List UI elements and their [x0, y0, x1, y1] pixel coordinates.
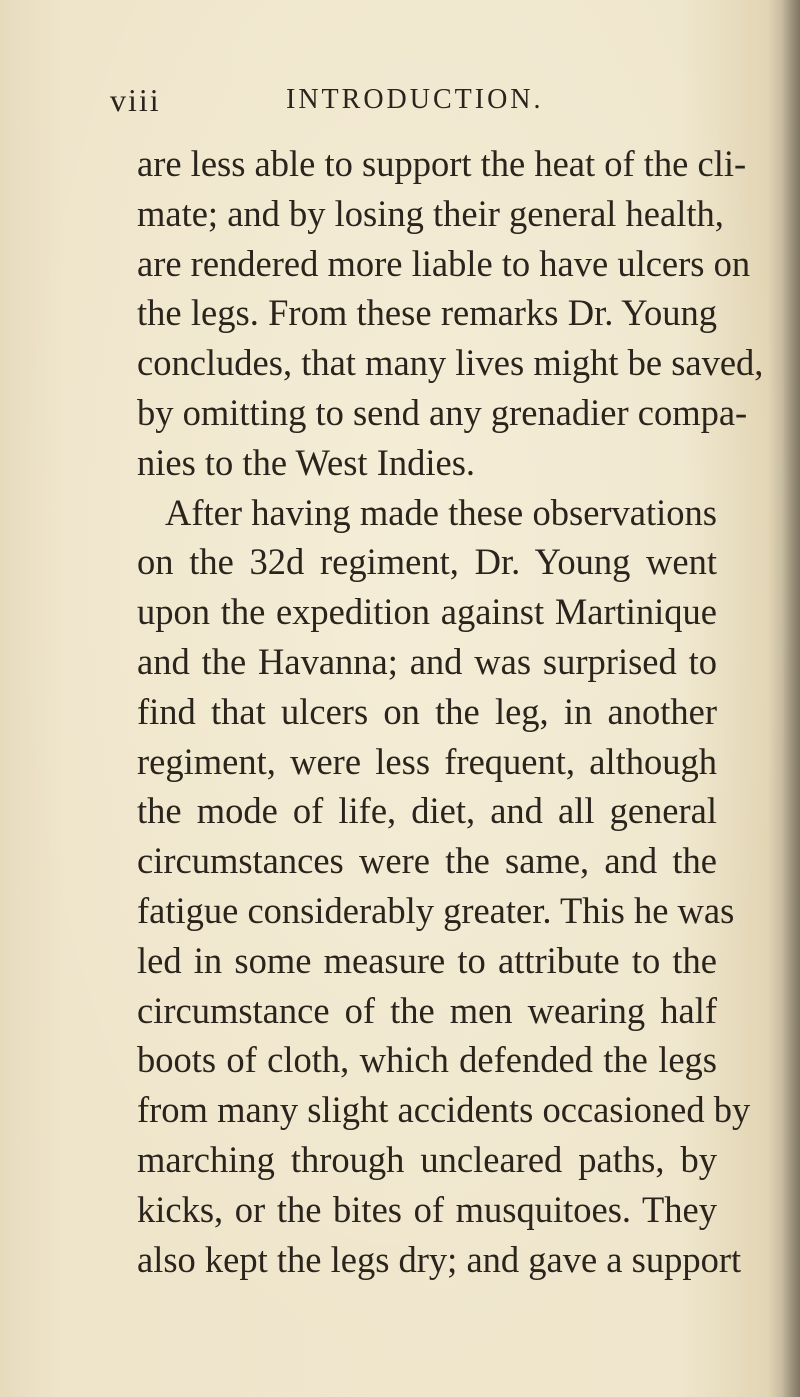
text-line: marching through uncleared paths, by — [137, 1138, 717, 1180]
text-line: fatigue considerably greater. This he was — [137, 889, 735, 931]
text-line: on the 32d regiment, Dr. Young went — [137, 541, 717, 583]
text-line: by omitting to send any grenadier compa- — [137, 391, 748, 433]
text-line: find that ulcers on the leg, in another — [137, 690, 717, 732]
page-number: viii — [110, 82, 161, 118]
running-head: INTRODUCTION. — [286, 84, 544, 115]
page-header — [110, 82, 710, 126]
body-text — [137, 139, 764, 1284]
text-line: the mode of life, diet, and all general — [137, 790, 717, 832]
text-line: also kept the legs dry; and gave a support — [137, 1238, 742, 1280]
text-line: the legs. From these remarks Dr. Young — [137, 292, 717, 334]
text-line: and the Havanna; and was surprised to — [137, 640, 717, 682]
page-edge-shadow — [782, 0, 800, 1397]
text-line: led in some measure to attribute to the — [137, 939, 717, 981]
text-line: regiment, were less frequent, although — [137, 740, 717, 782]
text-line: from many slight accidents occasioned by — [137, 1089, 751, 1131]
text-line: mate; and by losing their general health, — [137, 192, 724, 234]
text-line: are less able to support the heat of the cli- — [137, 143, 747, 184]
text-line: circumstances were the same, and the — [137, 840, 717, 882]
text-line: concludes, that many lives might be saved, — [137, 342, 764, 384]
text-line: nies to the West Indies. — [137, 441, 476, 483]
text-line: upon the expedition against Martinique — [137, 591, 717, 633]
text-line: boots of cloth, which defended the legs — [137, 1039, 717, 1081]
text-line: are rendered more liable to have ulcers on — [137, 242, 751, 284]
text-line: After having made these observations — [165, 491, 717, 533]
text-line: kicks, or the bites of musquitoes. They — [137, 1188, 717, 1230]
text-line: circumstance of the men wearing half — [137, 989, 717, 1031]
